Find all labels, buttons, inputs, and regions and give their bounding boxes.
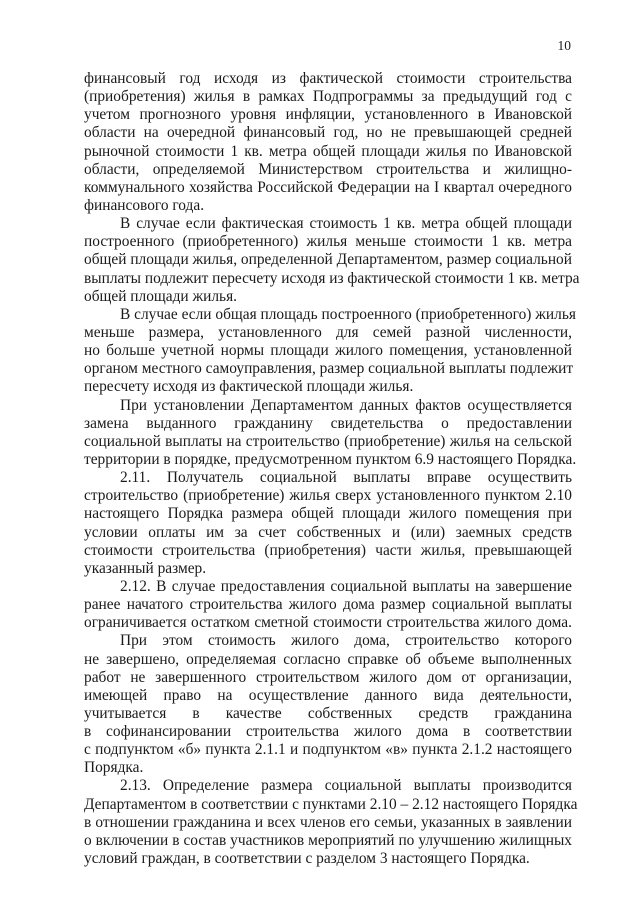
document-body	[84, 70, 580, 868]
text-line: финансового года.	[84, 196, 205, 214]
text-line: Департаментом в соответствии с пунктами 2.10 – 2.12 настоящего Порядка	[84, 795, 578, 813]
text-line: коммунального хозяйства Российской Федерации на I квартал очередного	[84, 178, 572, 196]
text-line: стоимости строительства (приобретения) части жилья, превышающей	[84, 541, 572, 559]
text-line: области на очередной финансовый год, но не превышающей средней	[84, 124, 572, 142]
paragraph-first-line: При установлении Департаментом данных фактов осуществляется	[120, 396, 572, 414]
text-line: (приобретения) жилья в рамках Подпрограммы за предыдущий год с	[84, 88, 572, 106]
text-line: о включении в состав участников мероприятий по улучшению жилищных	[84, 831, 572, 849]
text-line: указанный размер.	[84, 559, 207, 577]
text-line: выплаты подлежит пересчету исходя из фактической стоимости 1 кв. метра	[84, 269, 580, 287]
text-line: в софинансировании строительства жилого дома в соответствии	[84, 723, 572, 741]
text-line: учитывается в качестве собственных средств гражданина	[84, 704, 572, 722]
text-line: пересчету исходя из фактической площади жилья.	[84, 378, 414, 396]
paragraph-first-line: 2.13. Определение размера социальной выплаты производится	[120, 777, 572, 795]
text-line: строительство (приобретение) жилья сверх установленного пунктом 2.10	[84, 487, 572, 505]
text-line: меньше размера, установленного для семей разной численности,	[84, 323, 572, 341]
text-line: настоящего Порядка размера общей площади жилого помещения при	[84, 505, 572, 523]
page-number: 10	[557, 38, 571, 53]
text-line: ранее начатого строительства жилого дома размер социальной выплаты	[84, 596, 572, 614]
text-line: рыночной стоимости 1 кв. метра общей площади жилья по Ивановской	[84, 142, 572, 160]
text-line: социальной выплаты на строительство (приобретение) жилья на сельской	[84, 432, 572, 450]
text-line: с подпунктом «б» пункта 2.1.1 и подпунктом «в» пункта 2.1.2 настоящего	[84, 741, 572, 759]
text-line: области, определяемой Министерством строительства и жилищно-	[84, 160, 572, 178]
text-line: учетом прогнозного уровня инфляции, установленного в Ивановской	[84, 106, 572, 124]
text-line: замена выданного гражданину свидетельства о предоставлении	[84, 414, 572, 432]
paragraph-first-line: При этом стоимость жилого дома, строительство которого	[120, 632, 572, 650]
text-line: но больше учетной нормы площади жилого помещения, установленной	[84, 342, 572, 360]
text-line: не завершено, определяемая согласно справке об объеме выполненных	[84, 650, 572, 668]
text-line: имеющей право на осуществление данного вида деятельности,	[84, 686, 572, 704]
text-line: Порядка.	[84, 759, 144, 777]
text-line: финансовый год исходя из фактической стоимости строительства	[84, 70, 572, 87]
paragraph-first-line: В случае если общая площадь построенного (приобретенного) жилья	[120, 305, 576, 323]
text-line: территории в порядке, предусмотренном пунктом 6.9 настоящего Порядка.	[84, 450, 577, 468]
text-line: условий граждан, в соответствии с разделом 3 настоящего Порядка.	[84, 850, 530, 868]
text-line: ограничивается остатком сметной стоимости строительства жилого дома.	[84, 614, 572, 632]
paragraph-first-line: 2.12. В случае предоставления социальной выплаты на завершение	[120, 577, 572, 595]
paragraph-first-line: В случае если фактическая стоимость 1 кв. метра общей площади	[120, 215, 572, 233]
text-line: работ не завершенного строительством жилого дом от организации,	[84, 668, 572, 686]
text-line: органом местного самоуправления, размер социальной выплаты подлежит	[84, 360, 574, 378]
text-line: построенного (приобретенного) жилья меньше стоимости 1 кв. метра	[84, 233, 572, 251]
text-line: условии оплаты им за счет собственных и (или) заемных средств	[84, 523, 572, 541]
text-line: в отношении гражданина и всех членов его семьи, указанных в заявлении	[84, 813, 572, 831]
text-line: общей площади жилья.	[84, 287, 237, 305]
paragraph-first-line: 2.11. Получатель социальной выплаты вправе осуществить	[120, 469, 572, 487]
text-line: общей площади жилья, определенной Департаментом, размер социальной	[84, 251, 572, 269]
